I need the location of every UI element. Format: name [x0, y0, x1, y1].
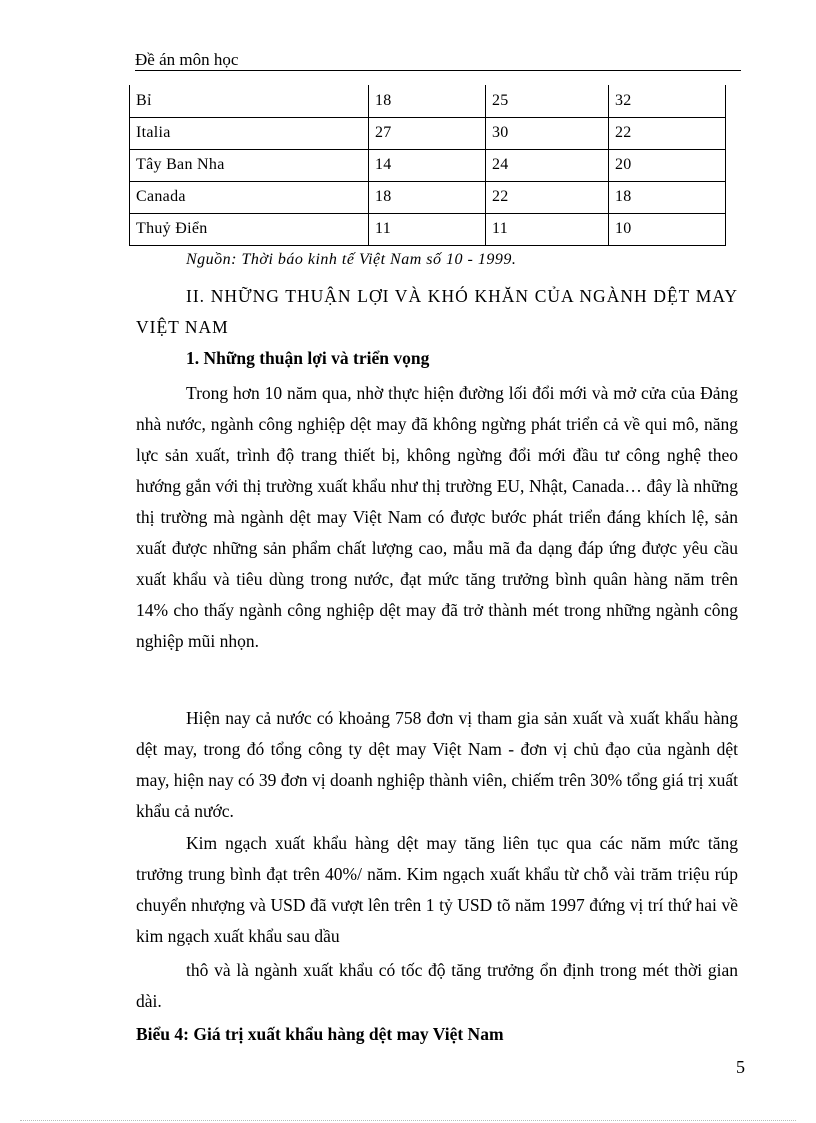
- table-source: Nguồn: Thời báo kinh tế Việt Nam số 10 - 1999.: [186, 251, 517, 268]
- table-cell: Tây Ban Nha: [130, 149, 369, 181]
- table-row: [130, 117, 726, 149]
- table-cell: 32: [609, 85, 726, 117]
- table-row: [130, 85, 726, 117]
- paragraph-text: thô và là ngành xuất khẩu có tốc độ tăng trưởng ổn định trong mét thời gian dài.: [136, 960, 738, 1011]
- table-row: [130, 149, 726, 181]
- table-cell: Italia: [130, 117, 369, 149]
- table-cell: Thuỷ Điển: [130, 213, 369, 245]
- table-cell: 22: [609, 117, 726, 149]
- paragraph-3: [136, 828, 738, 952]
- paragraph-2: [136, 703, 738, 827]
- table-cell: 20: [609, 149, 726, 181]
- paragraph-4: [136, 955, 738, 1017]
- export-table: [129, 85, 726, 246]
- page-header: Đề án môn học: [135, 50, 741, 71]
- table-cell: 10: [609, 213, 726, 245]
- table-cell: Bỉ: [130, 85, 369, 117]
- paragraph-text: Trong hơn 10 năm qua, nhờ thực hiện đường lối đổi mới và mở cửa của Đảng nhà nước, ngành công nghiệp dệt may đã không ngừng phát triển cả về qui mô, năng lực sản xuất, trình độ trang thiết bị, không ngừng đổi mới đầu tư công nghệ theo hướng gắn với thị trường xuất khẩu như thị trường EU, Nhật, Canada… đây là những thị trường mà ngành dệt may Việt Nam có được bước phát triển đáng khích lệ, sản xuất được những sản phẩm chất lượng cao, mẫu mã đa dạng đáp ứng được yêu cầu xuất khẩu và tiêu dùng trong nước, đạt mức tăng trưởng bình quân hàng năm trên 14% cho thấy ngành công nghiệp dệt may đã trở thành mét trong những ngành công nghiệp mũi nhọn.: [136, 383, 738, 651]
- table-cell: 25: [486, 85, 609, 117]
- chart-caption: Biểu 4: Giá trị xuất khẩu hàng dệt may Việt Nam: [136, 1024, 504, 1044]
- table-cell: 22: [486, 181, 609, 213]
- table-row: [130, 213, 726, 245]
- table-row: [130, 181, 726, 213]
- paragraph-1: [136, 378, 738, 657]
- paragraph-text: Hiện nay cả nước có khoảng 758 đơn vị tham gia sản xuất và xuất khẩu hàng dệt may, trong đó tổng công ty dệt may Việt Nam - đơn vị chủ đạo của ngành dệt may, hiện nay có 39 đơn vị doanh nghiệp thành viên, chiếm trên 30% tổng giá trị xuất khẩu cả nước.: [136, 708, 738, 821]
- table-cell: 18: [609, 181, 726, 213]
- table-cell: 18: [369, 85, 486, 117]
- table-cell: 27: [369, 117, 486, 149]
- footer-divider: [20, 1120, 796, 1121]
- section-heading-text: II. NHỮNG THUẬN LỢI VÀ KHÓ KHĂN CỦA NGÀNH DỆT MAY VIỆT NAM: [136, 286, 738, 337]
- table-cell: 14: [369, 149, 486, 181]
- table-cell: 30: [486, 117, 609, 149]
- table-cell: 11: [486, 213, 609, 245]
- table-cell: 24: [486, 149, 609, 181]
- page-number: 5: [736, 1057, 745, 1077]
- table-cell: 18: [369, 181, 486, 213]
- paragraph-text: Kim ngạch xuất khẩu hàng dệt may tăng liên tục qua các năm mức tăng trưởng trung bình đạt trên 40%/ năm. Kim ngạch xuất khẩu từ chỗ vài trăm triệu rúp chuyển nhượng và USD đã vượt lên trên 1 tỷ USD tõ năm 1997 đứng vị trí thứ hai về kim ngạch xuất khẩu sau dầu: [136, 833, 738, 946]
- subheading: 1. Những thuận lợi và triển vọng: [186, 348, 430, 368]
- table-cell: 11: [369, 213, 486, 245]
- section-heading: [136, 281, 738, 343]
- table-cell: Canada: [130, 181, 369, 213]
